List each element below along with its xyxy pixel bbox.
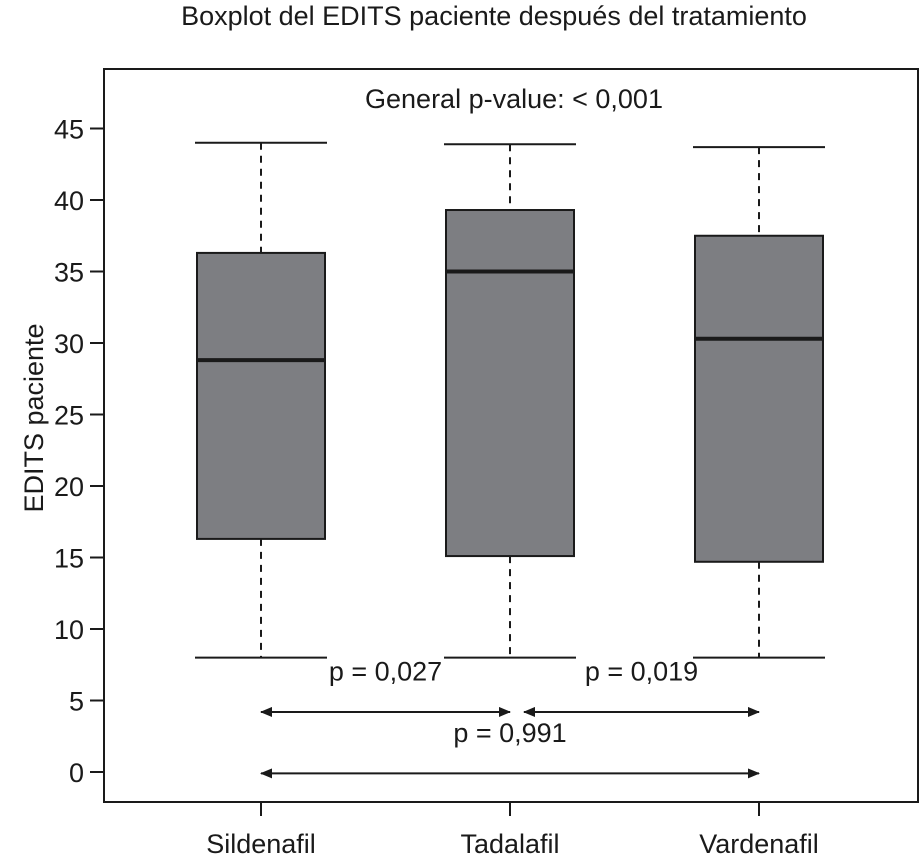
chart-title: Boxplot del EDITS paciente después del tratamiento <box>181 1 807 31</box>
x-tick-label-vardenafil: Vardenafil <box>699 829 819 859</box>
y-tick-label-0: 0 <box>68 758 84 788</box>
comparison-sildenafil-tadalafil-label: p = 0,027 <box>328 656 443 687</box>
y-tick-label-40: 40 <box>53 186 84 216</box>
box-tadalafil <box>444 144 576 657</box>
y-tick-label-35: 35 <box>53 257 84 288</box>
x-tick-label-sildenafil: Sildenafil <box>206 829 316 859</box>
iqr-box-tadalafil <box>446 210 574 556</box>
y-tick-label-25: 25 <box>53 400 84 431</box>
y-tick-label-5: 5 <box>68 686 84 717</box>
y-axis <box>54 115 104 789</box>
y-tick-label-45: 45 <box>53 114 84 145</box>
box-sildenafil <box>195 143 327 658</box>
box-vardenafil <box>693 147 825 658</box>
comparison-sildenafil-vardenafil <box>261 718 759 773</box>
comparison-sildenafil-tadalafil <box>261 656 510 711</box>
comparison-tadalafil-vardenafil <box>524 656 759 711</box>
iqr-box-sildenafil <box>197 253 325 539</box>
pairwise-comparisons <box>261 656 759 773</box>
overall-p-value: General p-value: < 0,001 <box>365 84 663 114</box>
boxes <box>195 143 825 658</box>
y-tick-label-30: 30 <box>53 329 84 359</box>
comparison-sildenafil-vardenafil-label: p = 0,991 <box>453 717 567 748</box>
y-axis-label: EDITS paciente <box>19 323 49 513</box>
y-tick-label-20: 20 <box>53 472 84 502</box>
x-axis <box>206 802 819 859</box>
y-tick-label-15: 15 <box>53 543 84 574</box>
x-tick-label-tadalafil: Tadalafil <box>460 829 560 859</box>
iqr-box-vardenafil <box>695 236 823 562</box>
y-tick-label-10: 10 <box>53 615 84 645</box>
comparison-tadalafil-vardenafil-label: p = 0,019 <box>584 656 699 687</box>
